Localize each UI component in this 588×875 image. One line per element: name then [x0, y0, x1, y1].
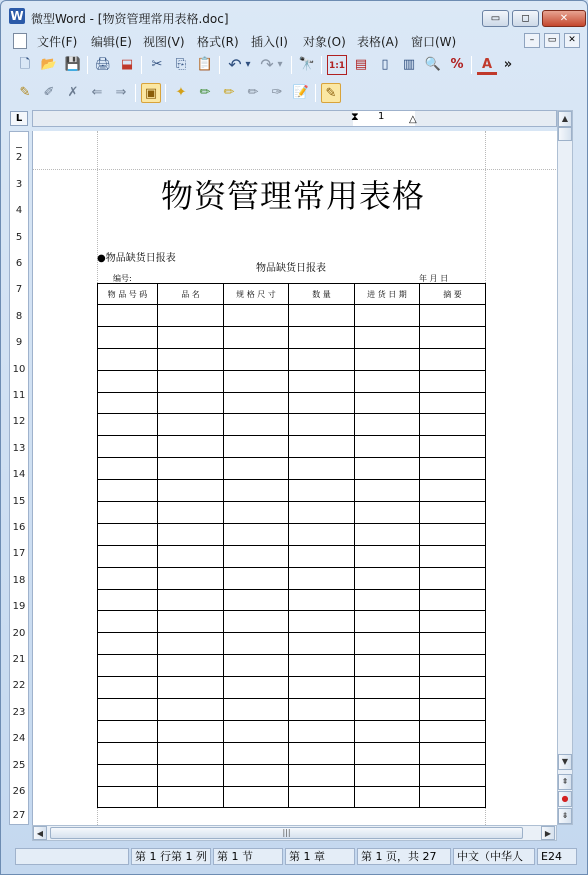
- horizontal-scroll-thumb[interactable]: |||: [50, 827, 523, 839]
- table-cell[interactable]: [355, 677, 420, 699]
- table-cell[interactable]: [224, 633, 289, 655]
- table-cell[interactable]: [158, 305, 224, 327]
- table-cell[interactable]: [289, 502, 355, 524]
- table-cell[interactable]: [289, 414, 355, 436]
- column-header: 规 格 尺 寸: [224, 284, 289, 305]
- table-cell[interactable]: [158, 699, 224, 721]
- vertical-scrollbar[interactable]: [557, 110, 573, 825]
- table-cell[interactable]: [420, 720, 486, 742]
- table-cell[interactable]: [158, 436, 224, 458]
- table-cell[interactable]: [289, 480, 355, 502]
- notes-icon[interactable]: 📝: [292, 85, 310, 100]
- right-indent-icon[interactable]: △: [409, 114, 417, 125]
- table-cell[interactable]: [355, 305, 420, 327]
- table-cell[interactable]: [158, 348, 224, 370]
- table-cell[interactable]: [158, 458, 224, 480]
- title-bar: [1, 1, 587, 31]
- ruler-number: 15: [12, 496, 26, 507]
- form-manager-icon[interactable]: ▣: [141, 83, 161, 103]
- toolbar-separator: [141, 56, 142, 74]
- table-cell[interactable]: [158, 502, 224, 524]
- pen-outline-icon[interactable]: ✑: [271, 85, 283, 100]
- ruler-number: 12: [12, 416, 26, 427]
- table-cell[interactable]: [98, 370, 158, 392]
- table-cell[interactable]: [224, 523, 289, 545]
- table-row: [98, 348, 486, 370]
- table-row: [98, 720, 486, 742]
- table-row: [98, 677, 486, 699]
- ruler-number: 17: [12, 548, 26, 559]
- table-cell[interactable]: [224, 458, 289, 480]
- table-row: [98, 633, 486, 655]
- tab-stop-selector[interactable]: L: [10, 111, 28, 126]
- toolbar-separator: [165, 84, 166, 102]
- print-icon[interactable]: 🖨: [94, 57, 112, 72]
- minimize-button[interactable]: ▭: [482, 10, 509, 27]
- ruler-number: 11: [12, 390, 26, 401]
- table-row: [98, 458, 486, 480]
- new-form-icon[interactable]: ✎: [19, 85, 31, 100]
- table-cell[interactable]: [98, 567, 158, 589]
- table-cell[interactable]: [224, 611, 289, 633]
- table-cell[interactable]: [98, 436, 158, 458]
- table-cell[interactable]: [420, 655, 486, 677]
- vertical-ruler[interactable]: [9, 131, 29, 825]
- ruler-number: 21: [12, 654, 26, 665]
- wand-icon[interactable]: ✦: [175, 85, 187, 100]
- status-mode: E24: [537, 848, 577, 865]
- scroll-thumb[interactable]: [558, 127, 572, 141]
- single-page-icon[interactable]: ▯: [381, 57, 389, 72]
- table-cell[interactable]: [355, 480, 420, 502]
- table-cell[interactable]: [224, 326, 289, 348]
- table-cell[interactable]: [158, 742, 224, 764]
- table-cell[interactable]: [289, 458, 355, 480]
- table-row: [98, 392, 486, 414]
- table-row: [98, 523, 486, 545]
- form-toolbar: [7, 80, 583, 106]
- table-cell[interactable]: [289, 523, 355, 545]
- table-cell[interactable]: [98, 305, 158, 327]
- table-cell[interactable]: [289, 326, 355, 348]
- table-cell[interactable]: [355, 348, 420, 370]
- table-cell[interactable]: [289, 545, 355, 567]
- toolbar-separator: [87, 56, 88, 74]
- ruler-number: 23: [12, 707, 26, 718]
- document-icon[interactable]: [13, 33, 27, 49]
- table-cell[interactable]: [420, 458, 486, 480]
- pdf-export-icon[interactable]: ⬓: [120, 57, 134, 72]
- menu-table[interactable]: 表格(A): [357, 35, 399, 49]
- table-cell[interactable]: [224, 677, 289, 699]
- status-chapter: 第 1 章: [285, 848, 355, 865]
- table-cell[interactable]: [420, 523, 486, 545]
- table-cell[interactable]: [420, 305, 486, 327]
- page-number-icon[interactable]: 1:1: [327, 55, 347, 75]
- table-cell[interactable]: [420, 677, 486, 699]
- table-cell[interactable]: [420, 764, 486, 786]
- table-cell[interactable]: [98, 655, 158, 677]
- column-header: 物 品 号 码: [98, 284, 158, 305]
- table-cell[interactable]: [98, 786, 158, 808]
- table-cell[interactable]: [158, 567, 224, 589]
- table-row: [98, 326, 486, 348]
- undo-icon[interactable]: ↶: [228, 55, 242, 74]
- table-cell[interactable]: [289, 742, 355, 764]
- table-cell[interactable]: [224, 370, 289, 392]
- edit-form-icon[interactable]: ✐: [43, 85, 55, 100]
- table-cell[interactable]: [420, 545, 486, 567]
- header-footer-icon[interactable]: ▤: [354, 57, 368, 72]
- table-cell[interactable]: [98, 348, 158, 370]
- table-cell[interactable]: [98, 699, 158, 721]
- menu-edit[interactable]: 编辑(E): [91, 35, 132, 49]
- previous-page-button[interactable]: ⇞: [558, 774, 572, 790]
- table-cell[interactable]: [224, 742, 289, 764]
- table-cell[interactable]: [355, 392, 420, 414]
- horizontal-scrollbar[interactable]: [32, 825, 557, 841]
- word-app-icon[interactable]: W: [10, 9, 24, 23]
- table-row: [98, 480, 486, 502]
- table-cell[interactable]: [420, 611, 486, 633]
- ruler-number: 7: [15, 284, 23, 295]
- scroll-left-button[interactable]: ◀: [33, 826, 47, 840]
- mdi-minimize-button[interactable]: –: [524, 33, 540, 48]
- table-cell[interactable]: [355, 567, 420, 589]
- standard-toolbar: [7, 52, 583, 78]
- table-cell[interactable]: [158, 786, 224, 808]
- table-cell[interactable]: [289, 786, 355, 808]
- ruler-number: 2: [15, 152, 23, 163]
- pen-gray-icon[interactable]: ✏: [247, 85, 259, 100]
- table-cell[interactable]: [98, 764, 158, 786]
- menu-window[interactable]: 窗口(W): [411, 35, 457, 49]
- table-cell[interactable]: [224, 720, 289, 742]
- table-cell[interactable]: [355, 786, 420, 808]
- ruler-number: 26: [12, 786, 26, 797]
- table-cell[interactable]: [420, 633, 486, 655]
- save-icon[interactable]: 💾: [64, 57, 82, 72]
- select-browse-object-button[interactable]: ●: [558, 791, 572, 807]
- scroll-down-button[interactable]: ▼: [558, 754, 572, 770]
- toolbar-separator: [291, 56, 292, 74]
- table-cell[interactable]: [420, 567, 486, 589]
- status-page-count: 第 1 页，共 27: [357, 848, 451, 865]
- table-cell[interactable]: [158, 589, 224, 611]
- table-cell[interactable]: [289, 567, 355, 589]
- menu-file[interactable]: 文件(F): [37, 35, 78, 49]
- open-folder-icon[interactable]: 📂: [40, 57, 58, 72]
- table-cell[interactable]: [289, 370, 355, 392]
- new-document-icon[interactable]: 🗋: [19, 57, 31, 72]
- horizontal-ruler[interactable]: [32, 110, 557, 127]
- table-cell[interactable]: [98, 611, 158, 633]
- table-cell[interactable]: [224, 589, 289, 611]
- table-row: [98, 567, 486, 589]
- table-cell[interactable]: [98, 392, 158, 414]
- table-cell[interactable]: [289, 720, 355, 742]
- scroll-up-button[interactable]: ▲: [558, 111, 572, 127]
- date-label: 年 月 日: [419, 274, 449, 283]
- ruler-number: 22: [12, 680, 26, 691]
- table-cell[interactable]: [98, 720, 158, 742]
- table-cell[interactable]: [355, 742, 420, 764]
- table-cell[interactable]: [158, 414, 224, 436]
- font-color-icon[interactable]: A: [477, 55, 497, 75]
- pen-green-icon[interactable]: ✏: [199, 85, 211, 100]
- table-cell[interactable]: [224, 436, 289, 458]
- table-cell[interactable]: [224, 502, 289, 524]
- pen-yellow-icon[interactable]: ✏: [223, 85, 235, 100]
- table-cell[interactable]: [224, 545, 289, 567]
- table-cell[interactable]: [420, 699, 486, 721]
- table-cell[interactable]: [98, 677, 158, 699]
- scroll-right-button[interactable]: ▶: [541, 826, 555, 840]
- table-cell[interactable]: [420, 392, 486, 414]
- table-cell[interactable]: [98, 523, 158, 545]
- table-row: [98, 589, 486, 611]
- table-cell[interactable]: [158, 677, 224, 699]
- ruler-number: 20: [12, 628, 26, 639]
- table-header-row: [98, 284, 486, 305]
- maximize-button[interactable]: ◻: [512, 10, 539, 27]
- table-cell[interactable]: [158, 720, 224, 742]
- table-cell[interactable]: [289, 392, 355, 414]
- table-cell[interactable]: [355, 655, 420, 677]
- table-cell[interactable]: [355, 699, 420, 721]
- table-row: [98, 699, 486, 721]
- table-cell[interactable]: [355, 720, 420, 742]
- table-cell[interactable]: [420, 370, 486, 392]
- table-cell[interactable]: [420, 436, 486, 458]
- redo-dropdown-icon[interactable]: ▾: [277, 59, 283, 70]
- menu-object[interactable]: 对象(O): [303, 35, 346, 49]
- ruler-number: 19: [12, 601, 26, 612]
- column-header: 数 量: [289, 284, 355, 305]
- table-cell[interactable]: [98, 545, 158, 567]
- menu-view[interactable]: 视图(V): [143, 35, 185, 49]
- table-cell[interactable]: [355, 414, 420, 436]
- ruler-number: 6: [15, 258, 23, 269]
- column-header: 进 货 日 期: [355, 284, 420, 305]
- ruler-number: 25: [12, 760, 26, 771]
- table-cell[interactable]: [420, 348, 486, 370]
- table-cell[interactable]: [355, 370, 420, 392]
- ruler-tick: [16, 147, 22, 148]
- table-cell[interactable]: [420, 502, 486, 524]
- table-cell[interactable]: [158, 392, 224, 414]
- ruler-number: 16: [12, 522, 26, 533]
- table-body[interactable]: [98, 305, 486, 808]
- table-cell[interactable]: [224, 305, 289, 327]
- table-cell[interactable]: [158, 523, 224, 545]
- indent-marker-icon[interactable]: ⧗: [351, 110, 359, 123]
- copy-icon[interactable]: ⎘: [175, 57, 187, 72]
- ruler-number: 3: [15, 179, 23, 190]
- table-cell[interactable]: [98, 458, 158, 480]
- close-button[interactable]: ✕: [542, 10, 586, 27]
- table-cell[interactable]: [420, 326, 486, 348]
- table-cell[interactable]: [289, 589, 355, 611]
- table-cell[interactable]: [355, 436, 420, 458]
- table-cell[interactable]: [289, 305, 355, 327]
- two-page-icon[interactable]: ▥: [402, 57, 416, 72]
- table-cell[interactable]: [289, 611, 355, 633]
- delete-form-icon[interactable]: ✗: [67, 85, 79, 100]
- table-cell[interactable]: [420, 480, 486, 502]
- ruler-number: 8: [15, 311, 23, 322]
- table-cell[interactable]: [289, 633, 355, 655]
- table-row: [98, 742, 486, 764]
- status-bar: [7, 846, 583, 866]
- table-cell[interactable]: [98, 502, 158, 524]
- ruler-number: 4: [15, 205, 23, 216]
- table-cell[interactable]: [289, 348, 355, 370]
- find-icon[interactable]: 🔭: [298, 57, 316, 72]
- table-cell[interactable]: [355, 458, 420, 480]
- table-cell[interactable]: [98, 589, 158, 611]
- form-back-icon[interactable]: ⇐: [91, 85, 103, 100]
- table-row: [98, 786, 486, 808]
- ruler-number: 27: [12, 810, 26, 821]
- table-cell[interactable]: [224, 786, 289, 808]
- ruler-number: 13: [12, 443, 26, 454]
- table-cell[interactable]: [224, 480, 289, 502]
- more-icon[interactable]: »: [503, 57, 513, 72]
- table-row: [98, 436, 486, 458]
- status-section: 第 1 节: [213, 848, 283, 865]
- margin-guide-top: [33, 169, 557, 170]
- section-label: ●物品缺货日报表: [97, 253, 176, 264]
- window-title: 微型Word - [物资管理常用表格.doc]: [31, 12, 229, 26]
- table-cell[interactable]: [355, 523, 420, 545]
- ruler-number: 5: [15, 232, 23, 243]
- table-cell[interactable]: [355, 633, 420, 655]
- ruler-margin-right: [415, 111, 556, 126]
- menu-insert[interactable]: 插入(I): [251, 35, 288, 49]
- table-cell[interactable]: [355, 326, 420, 348]
- table-row: [98, 370, 486, 392]
- ruler-number: 24: [12, 733, 26, 744]
- table-title: 物品缺货日报表: [256, 263, 326, 274]
- undo-dropdown-icon[interactable]: ▾: [245, 59, 251, 70]
- table-cell[interactable]: [224, 348, 289, 370]
- mdi-restore-button[interactable]: ▭: [544, 33, 560, 48]
- table-cell[interactable]: [224, 655, 289, 677]
- table-cell[interactable]: [224, 414, 289, 436]
- ruler-margin-left: [33, 111, 353, 126]
- menu-bar: [7, 32, 583, 50]
- table-cell[interactable]: [98, 742, 158, 764]
- toolbar-separator: [471, 56, 472, 74]
- document-title: 物资管理常用表格: [160, 177, 425, 215]
- table-cell[interactable]: [420, 589, 486, 611]
- table-cell[interactable]: [289, 677, 355, 699]
- table-cell[interactable]: [158, 480, 224, 502]
- table-row: [98, 764, 486, 786]
- zoom-icon[interactable]: 🔍: [424, 57, 442, 72]
- table-cell[interactable]: [289, 699, 355, 721]
- table-row: [98, 655, 486, 677]
- document-canvas[interactable]: [32, 131, 557, 825]
- table-cell[interactable]: [158, 655, 224, 677]
- table-cell[interactable]: [98, 326, 158, 348]
- table-cell[interactable]: [158, 633, 224, 655]
- next-page-button[interactable]: ⇟: [558, 808, 572, 824]
- menu-format[interactable]: 格式(R): [197, 35, 239, 49]
- ruler-marker-label: 1: [378, 111, 385, 122]
- table-row: [98, 545, 486, 567]
- table-cell[interactable]: [355, 502, 420, 524]
- ruler-number: 10: [12, 364, 26, 375]
- table-cell[interactable]: [224, 699, 289, 721]
- toolbar-separator: [315, 84, 316, 102]
- table-cell[interactable]: [355, 589, 420, 611]
- column-header: 品 名: [158, 284, 224, 305]
- table-row: [98, 305, 486, 327]
- table-cell[interactable]: [158, 764, 224, 786]
- table-cell[interactable]: [420, 414, 486, 436]
- table-cell[interactable]: [98, 414, 158, 436]
- table-cell[interactable]: [158, 611, 224, 633]
- mdi-close-button[interactable]: ✕: [564, 33, 580, 48]
- toolbar-separator: [321, 56, 322, 74]
- cut-icon[interactable]: ✂: [151, 57, 163, 72]
- table-cell[interactable]: [158, 370, 224, 392]
- column-header: 摘 要: [420, 284, 486, 305]
- table-cell[interactable]: [224, 567, 289, 589]
- percent-icon[interactable]: %: [450, 57, 464, 72]
- table-row: [98, 414, 486, 436]
- serial-number-label: 编号:: [113, 274, 132, 283]
- table-cell[interactable]: [420, 786, 486, 808]
- status-cursor-position: 第 1 行第 1 列: [131, 848, 211, 865]
- table-cell[interactable]: [289, 764, 355, 786]
- toolbar-separator: [219, 56, 220, 74]
- table-cell[interactable]: [420, 742, 486, 764]
- ruler-number: 18: [12, 575, 26, 586]
- form-forward-icon[interactable]: ⇒: [115, 85, 127, 100]
- status-message: [15, 848, 129, 865]
- table-row: [98, 502, 486, 524]
- shortage-report-table[interactable]: [97, 283, 486, 808]
- status-language: 中文（中华人: [453, 848, 535, 865]
- table-cell[interactable]: [224, 764, 289, 786]
- table-cell[interactable]: [158, 326, 224, 348]
- ruler-number: 14: [12, 469, 26, 480]
- paste-icon[interactable]: 📋: [196, 57, 214, 72]
- table-cell[interactable]: [98, 480, 158, 502]
- redo-icon[interactable]: ↷: [260, 55, 274, 74]
- table-cell[interactable]: [355, 545, 420, 567]
- table-row: [98, 611, 486, 633]
- table-cell[interactable]: [289, 655, 355, 677]
- table-cell[interactable]: [224, 392, 289, 414]
- table-cell[interactable]: [355, 764, 420, 786]
- ruler-number: 9: [15, 337, 23, 348]
- table-cell[interactable]: [289, 436, 355, 458]
- table-cell[interactable]: [355, 611, 420, 633]
- table-cell[interactable]: [158, 545, 224, 567]
- table-cell[interactable]: [98, 633, 158, 655]
- toolbar-separator: [135, 84, 136, 102]
- review-icon[interactable]: ✎: [321, 83, 341, 103]
